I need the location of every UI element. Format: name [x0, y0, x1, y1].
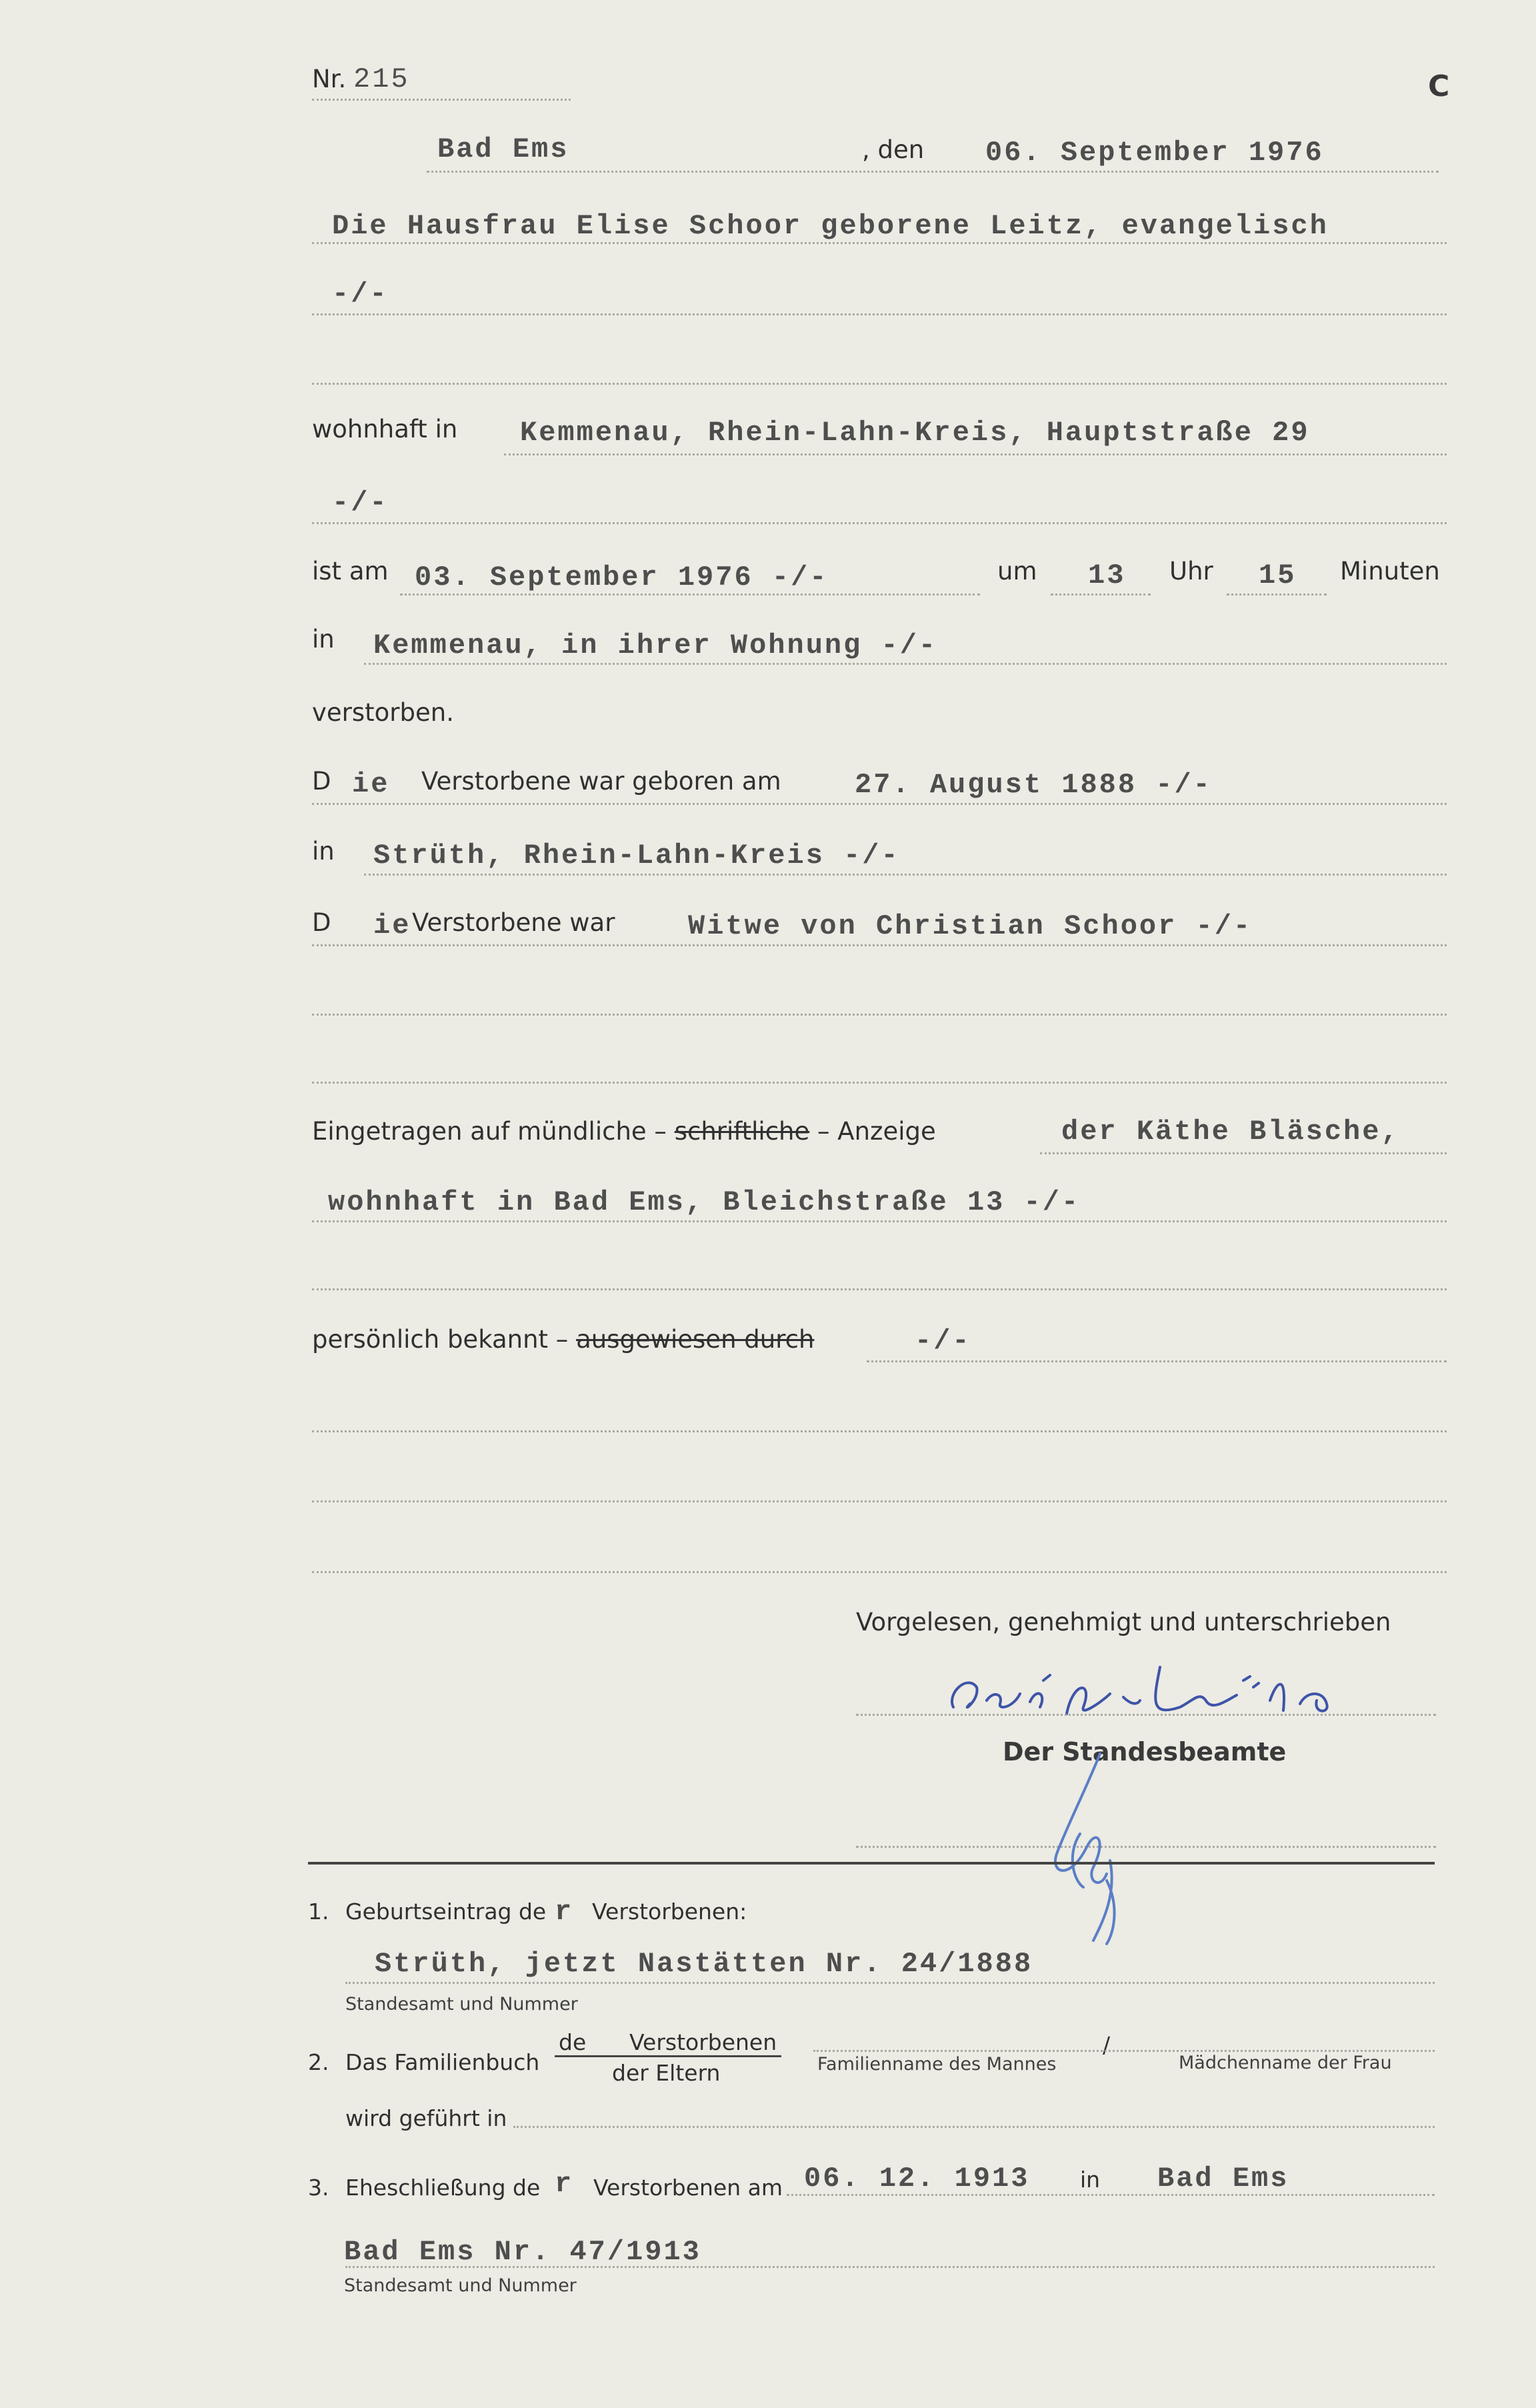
item1-label2: Verstorbenen:	[592, 1899, 747, 1925]
item3-in-label: in	[1080, 2167, 1101, 2193]
report-label: Eingetragen auf mündliche – schriftliche – Anzeige	[312, 1117, 936, 1146]
item2-eltern: der Eltern	[612, 2060, 721, 2086]
reporter-address: wohnhaft in Bad Ems, Bleichstraße 13 -/-	[328, 1186, 1081, 1218]
marriage-date: 06. 12. 1913	[804, 2163, 1030, 2195]
item3-label2: Verstorbenen am	[593, 2175, 783, 2201]
status-d-label: D	[312, 908, 331, 937]
nr-label: Nr.	[312, 65, 347, 93]
reporter-name: der Käthe Bläsche,	[1061, 1116, 1400, 1148]
filler-2: -/-	[332, 487, 389, 519]
birth-place: Strüth, Rhein-Lahn-Kreis -/-	[373, 840, 900, 872]
registrar-label: Der Standesbeamte	[1003, 1737, 1287, 1766]
item3-r: r	[555, 2168, 574, 2200]
verstorben-text: verstorben.	[312, 698, 454, 727]
death-hour: 13	[1088, 559, 1126, 591]
informant-signature-image	[940, 1654, 1380, 1734]
minuten-label: Minuten	[1340, 557, 1440, 585]
filler-1: -/-	[332, 278, 389, 310]
wife-maiden-name-label: Mädchenname der Frau	[1179, 2053, 1392, 2073]
struck-schriftliche: schriftliche	[674, 1117, 810, 1146]
status-ie: ie	[373, 910, 411, 942]
uhr-label: Uhr	[1169, 557, 1213, 585]
read-approved-signed: Vorgelesen, genehmigt und unterschrieben	[856, 1608, 1391, 1636]
item1-r: r	[555, 1896, 574, 1928]
birth-in-label: in	[312, 837, 335, 866]
item2-de: de	[559, 2029, 587, 2055]
birth-date: 27. August 1888 -/-	[855, 769, 1212, 801]
item1-number: 1.	[308, 1899, 329, 1925]
birth-label: Verstorbene war geboren am	[421, 767, 781, 796]
item2-label: Das Familienbuch	[345, 2049, 540, 2075]
entry-number: 215	[353, 63, 410, 95]
residence-label: wohnhaft in	[312, 415, 458, 443]
den-label: , den	[862, 135, 925, 164]
item1-sub: Standesamt und Nummer	[345, 1994, 578, 2015]
item2-gefuehrt: wird geführt in	[345, 2105, 507, 2131]
marriage-place: Bad Ems	[1157, 2163, 1289, 2195]
registrar-signature-image	[1040, 1747, 1153, 1947]
item2-verstorbenen: Verstorbenen	[629, 2029, 777, 2055]
corner-letter: C	[1428, 69, 1450, 103]
death-minute: 15	[1259, 559, 1297, 591]
deceased-description: Die Hausfrau Elise Schoor geborene Leitz, evangelisch	[332, 210, 1329, 242]
um-label: um	[997, 557, 1037, 585]
identity-label: persönlich bekannt – ausgewiesen durch	[312, 1325, 815, 1354]
item2-number: 2.	[308, 2049, 329, 2075]
husband-name-label: Familienname des Mannes	[817, 2054, 1057, 2075]
item3-sub: Standesamt und Nummer	[344, 2275, 577, 2296]
death-date: 03. September 1976 -/-	[415, 561, 829, 593]
birth-register-entry: Strüth, jetzt Nastätten Nr. 24/1888	[375, 1948, 1033, 1980]
ist-am-label: ist am	[312, 557, 389, 585]
item2-slash: /	[1103, 2032, 1111, 2058]
footer-divider	[308, 1862, 1435, 1865]
birth-d-label: D	[312, 767, 331, 796]
registry-date: 06. September 1976	[985, 137, 1324, 169]
birth-ie: ie	[352, 768, 390, 800]
status-value: Witwe von Christian Schoor -/-	[688, 910, 1253, 942]
item1-label: Geburtseintrag de	[345, 1899, 547, 1925]
identity-value: -/-	[915, 1325, 971, 1357]
death-place: Kemmenau, in ihrer Wohnung -/-	[373, 630, 938, 662]
struck-ausgewiesen: ausgewiesen durch	[576, 1325, 815, 1354]
item3-number: 3.	[308, 2175, 329, 2201]
status-label: Verstorbene war	[412, 908, 615, 937]
item3-label: Eheschließung de	[345, 2175, 541, 2201]
residence-value: Kemmenau, Rhein-Lahn-Kreis, Hauptstraße 29	[520, 417, 1310, 449]
registry-place: Bad Ems	[437, 133, 569, 165]
death-in-label: in	[312, 625, 335, 654]
marriage-register-entry: Bad Ems Nr. 47/1913	[344, 2236, 701, 2268]
